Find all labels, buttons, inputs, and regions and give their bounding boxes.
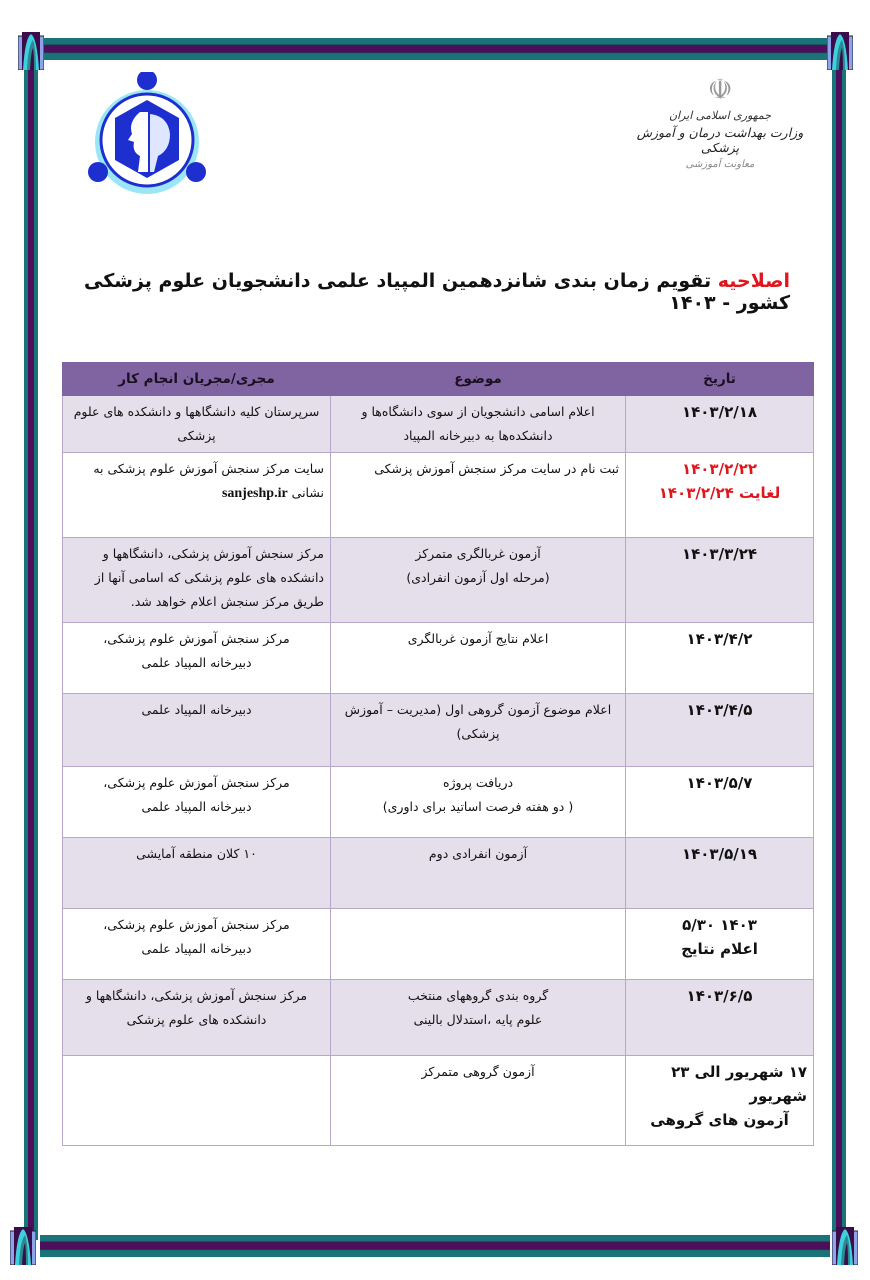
date-text: ۱۷ شهریور الی ۲۳ شهریور [671, 1063, 807, 1105]
subject-cell: ثبت نام در سایت مرکز سنجش آموزش پزشکی [331, 453, 626, 538]
date-text: ۱۴۰۳/۲/۱۸ [681, 403, 758, 421]
executor-line: مرکز سنجش آموزش علوم پزشکی، [103, 917, 290, 932]
date-cell [626, 980, 814, 1056]
subject-cell: آزمون انفرادی دوم [331, 838, 626, 909]
title-highlight: اصلاحیه [717, 270, 790, 292]
table-row [63, 980, 814, 1056]
table-row [63, 538, 814, 623]
executor-cell: مرکز سنجش آموزش پزشکی، دانشگاهها و دانشکده های علوم پزشکی که اسامی آنها از طریق مرکز سنجش اعلام خواهد شد. [63, 538, 331, 623]
frame-corner-arch-icon [832, 1225, 858, 1265]
emblem-line-deputy: معاونت آموزشی [685, 159, 755, 170]
title-text: تقویم زمان بندی شانزدهمین المپیاد علمی دانشجویان علوم پزشکی کشور - ۱۴۰۳ [84, 270, 790, 314]
executor-line: مرکز سنجش آموزش علوم پزشکی، [103, 775, 290, 790]
frame-bottom-bar [40, 1235, 830, 1257]
date-text: ۱۴۰۳/۴/۵ [686, 701, 753, 719]
iran-emblem-icon: ☫ [707, 73, 733, 106]
frame-corner-arch-icon [18, 30, 44, 70]
date-note: آزمون های گروهی [650, 1111, 789, 1129]
executor-cell [63, 909, 331, 980]
executor-line: دبیرخانه المپیاد علمی [141, 655, 252, 670]
date-cell [626, 1056, 814, 1146]
date-text: ۱۴۰۳/۵/۷ [686, 774, 753, 792]
subject-line: ( دو هفته فرصت اساتید برای داوری) [382, 799, 574, 814]
executor-cell [63, 1056, 331, 1146]
executor-cell: ۱۰ کلان منطقه آمایشی [63, 838, 331, 909]
subject-line: علوم پایه ،استدلال بالینی [413, 1012, 543, 1027]
executor-cell [63, 623, 331, 694]
table-row [63, 909, 814, 980]
sanjeshp-link[interactable]: sanjeshp.ir [221, 486, 288, 501]
date-text: ۱۴۰۳/۶/۵ [686, 987, 753, 1005]
executor-line: مرکز سنجش آموزش علوم پزشکی، [103, 631, 290, 646]
date-text: ۱۴۰۳/۲/۲۲ [681, 460, 758, 478]
subject-cell: اعلام نتایج آزمون غربالگری [331, 623, 626, 694]
executor-cell: سرپرستان کلیه دانشگاهها و دانشکده های علوم پزشکی [63, 396, 331, 453]
date-text: ۱۴۰۳/۵/۱۹ [681, 845, 758, 863]
date-text: ۱۴۰۳ ۵/۳۰ [682, 916, 757, 934]
subject-cell [331, 767, 626, 838]
frame-top-bar [40, 38, 830, 60]
date-cell [626, 396, 814, 453]
subject-line: (مرحله اول آزمون انفرادی) [406, 570, 550, 585]
executor-cell [63, 453, 331, 538]
table-row [63, 623, 814, 694]
date-cell [626, 694, 814, 767]
column-header-executor: مجری/مجریان انجام کار [63, 363, 331, 396]
frame-right-bar [832, 40, 846, 1240]
date-range-end: لغایت ۱۴۰۳/۲/۲۴ [658, 484, 781, 502]
executor-cell: مرکز سنجش آموزش پزشکی، دانشگاهها و دانشکده های علوم پزشکی [63, 980, 331, 1056]
table-row [63, 396, 814, 453]
table-row [63, 767, 814, 838]
ministry-emblem [620, 75, 820, 205]
table-header-row [63, 363, 814, 396]
table-row [63, 694, 814, 767]
emblem-line-republic: جمهوری اسلامی ایران [668, 109, 772, 122]
executor-cell [63, 767, 331, 838]
date-cell [626, 538, 814, 623]
column-header-subject: موضوع [331, 363, 626, 396]
emblem-line-ministry: وزارت بهداشت درمان و آموزش پزشکی [636, 125, 804, 155]
table-row [63, 1056, 814, 1146]
date-cell [626, 453, 814, 538]
date-cell [626, 623, 814, 694]
frame-corner-arch-icon [10, 1225, 36, 1265]
executor-line: دبیرخانه المپیاد علمی [141, 941, 252, 956]
table-row [63, 453, 814, 538]
subject-line: آزمون غربالگری متمرکز [415, 546, 541, 561]
date-text: ۱۴۰۳/۳/۲۴ [681, 545, 758, 563]
page-title [80, 270, 790, 314]
date-cell [626, 909, 814, 980]
subject-cell: اعلام اسامی دانشجویان از سوی دانشگاه‌ها و دانشکده‌ها به دبیرخانه المپیاد [331, 396, 626, 453]
date-text: ۱۴۰۳/۴/۲ [686, 630, 753, 648]
schedule-table [62, 362, 814, 1146]
executor-text: سایت مرکز سنجش آموزش علوم پزشکی به نشانی [93, 461, 324, 500]
date-cell [626, 838, 814, 909]
table-row [63, 838, 814, 909]
frame-corner-arch-icon [827, 30, 853, 70]
olympiad-logo-icon [88, 72, 206, 206]
subject-cell [331, 980, 626, 1056]
column-header-date: تاریخ [626, 363, 814, 396]
date-note: اعلام نتایج [681, 940, 758, 958]
frame-left-bar [24, 40, 38, 1240]
subject-cell: اعلام موضوع آزمون گروهی اول (مدیریت – آموزش پزشکی) [331, 694, 626, 767]
subject-cell [331, 538, 626, 623]
subject-line: گروه بندی گروههای منتخب [407, 988, 549, 1003]
subject-cell: آزمون گروهی متمرکز [331, 1056, 626, 1146]
date-cell [626, 767, 814, 838]
subject-cell [331, 909, 626, 980]
subject-line: دریافت پروژه [442, 775, 514, 790]
executor-line: دبیرخانه المپیاد علمی [141, 799, 252, 814]
executor-cell: دبیرخانه المپیاد علمی [63, 694, 331, 767]
